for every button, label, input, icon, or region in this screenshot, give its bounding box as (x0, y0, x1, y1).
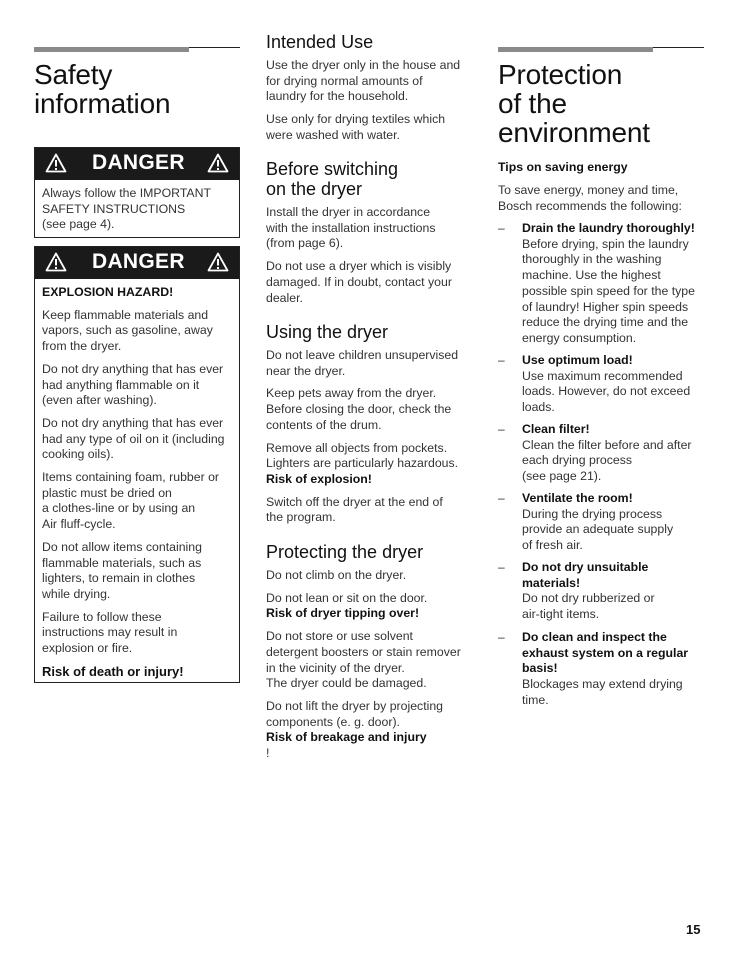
protecting-dryer-title: Protecting the dryer (266, 542, 424, 562)
danger-instructions: Always follow the IMPORTANT SAFETY INSTRUCTIONS (see page 4). (42, 186, 212, 232)
header-rule (498, 47, 704, 48)
using-dryer-paragraph: Remove all objects from pockets. Lighters are particularly hazardous. Risk of explosion! (266, 440, 459, 486)
risk-warning: Risk of death or injury! (42, 663, 184, 679)
warning-triangle-icon (45, 153, 67, 173)
tip-text: Clean filter! Clean the filter before and after each drying process (see page 21). (522, 422, 692, 484)
warning-triangle-icon (207, 252, 229, 272)
danger-paragraph: Failure to follow these instructions may result in explosion or fire. (42, 609, 178, 656)
danger-label: DANGER (92, 250, 185, 273)
header-rule-accent (34, 47, 189, 52)
before-switching-paragraph: Install the dryer in accordance with the installation instructions (from page 6). (266, 205, 436, 251)
protecting-dryer-paragraph: Do not lift the dryer by projecting components (e. g. door). Risk of breakage and injury ! (266, 698, 444, 761)
intended-use-paragraph: Use the dryer only in the house and for drying normal amounts of laundry for the household. (266, 58, 461, 104)
using-dryer-section (266, 348, 472, 526)
safety-title: Safety information (34, 59, 171, 119)
danger-paragraph: Keep flammable materials and vapors, such as gasoline, away from the dryer. (42, 307, 213, 354)
list-dash: – (498, 630, 505, 644)
intended-use-section (266, 58, 472, 144)
using-dryer-paragraph: Keep pets away from the dryer. Before closing the door, check the contents of the drum. (266, 386, 452, 432)
list-dash: – (498, 353, 505, 367)
protecting-dryer-paragraph: Do not climb on the dryer. (266, 568, 407, 582)
tip-text: Do not dry unsuitable materials! Do not dry rubberized or air-tight items. (522, 560, 655, 622)
danger-box-explosion (34, 246, 240, 683)
before-switching-title: Before switching on the dryer (266, 159, 399, 199)
protecting-dryer-paragraph: Do not store or use solvent detergent boosters or stain remover in the vicinity of the dryer. The dryer could be damaged. (266, 629, 461, 691)
list-dash: – (498, 422, 505, 436)
danger-paragraph: Do not allow items containing flammable materials, such as lighters, to remain in clothes while drying. (42, 539, 202, 601)
energy-tips-heading: Tips on saving energy (498, 160, 628, 174)
header-rule-accent (498, 47, 653, 52)
danger-header (35, 148, 239, 180)
tip-text: Use optimum load! Use maximum recommended loads. However, do not exceed loads. (522, 353, 691, 415)
list-dash: – (498, 221, 505, 235)
tip-text: Drain the laundry thoroughly! Before drying, spin the laundry thoroughly in the washing machine. Use the highest possible spin speed for the type of laundry! Higher spin speeds reduce the drying time and the energy consumption. (522, 221, 695, 345)
danger-paragraph: Items containing foam, rubber or plastic must be dried on a clothes-line or by using an Air fluff-cycle. (42, 470, 220, 532)
danger-label: DANGER (92, 151, 185, 174)
before-switching-section (266, 205, 472, 306)
danger-header (35, 247, 239, 279)
before-switching-paragraph: Do not use a dryer which is visibly damaged. If in doubt, contact your dealer. (266, 259, 452, 305)
list-dash: – (498, 560, 505, 574)
header-rule (34, 47, 240, 48)
danger-paragraph: Do not dry anything that has ever had any type of oil on it (including cooking oils). (42, 415, 225, 462)
using-dryer-title: Using the dryer (266, 322, 389, 342)
warning-triangle-icon (45, 252, 67, 272)
intended-use-paragraph: Use only for drying textiles which were washed with water. (266, 112, 446, 142)
environment-title: Protection of the environment (498, 59, 650, 148)
protecting-dryer-section (266, 568, 472, 762)
protecting-dryer-paragraph: Do not lean or sit on the door. Risk of dryer tipping over! (266, 590, 428, 621)
intended-use-title: Intended Use (266, 32, 374, 52)
using-dryer-paragraph: Do not leave children unsupervised near the dryer. (266, 348, 459, 378)
energy-tips-intro: To save energy, money and time, Bosch recommends the following: (498, 183, 682, 213)
page-number: 15 (686, 922, 701, 937)
list-dash: – (498, 491, 505, 505)
tip-text: Do clean and inspect the exhaust system on a regular basis! Blockages may extend drying time. (522, 630, 689, 707)
explosion-hazard-heading: EXPLOSION HAZARD! (42, 285, 174, 299)
warning-triangle-icon (207, 153, 229, 173)
using-dryer-paragraph: Switch off the dryer at the end of the program. (266, 494, 443, 525)
danger-paragraph: Do not dry anything that has ever had anything flammable on it (even after washing). (42, 361, 224, 408)
danger-box-general (34, 147, 240, 238)
tip-text: Ventilate the room! During the drying process provide an adequate supply of fresh air. (522, 491, 674, 553)
